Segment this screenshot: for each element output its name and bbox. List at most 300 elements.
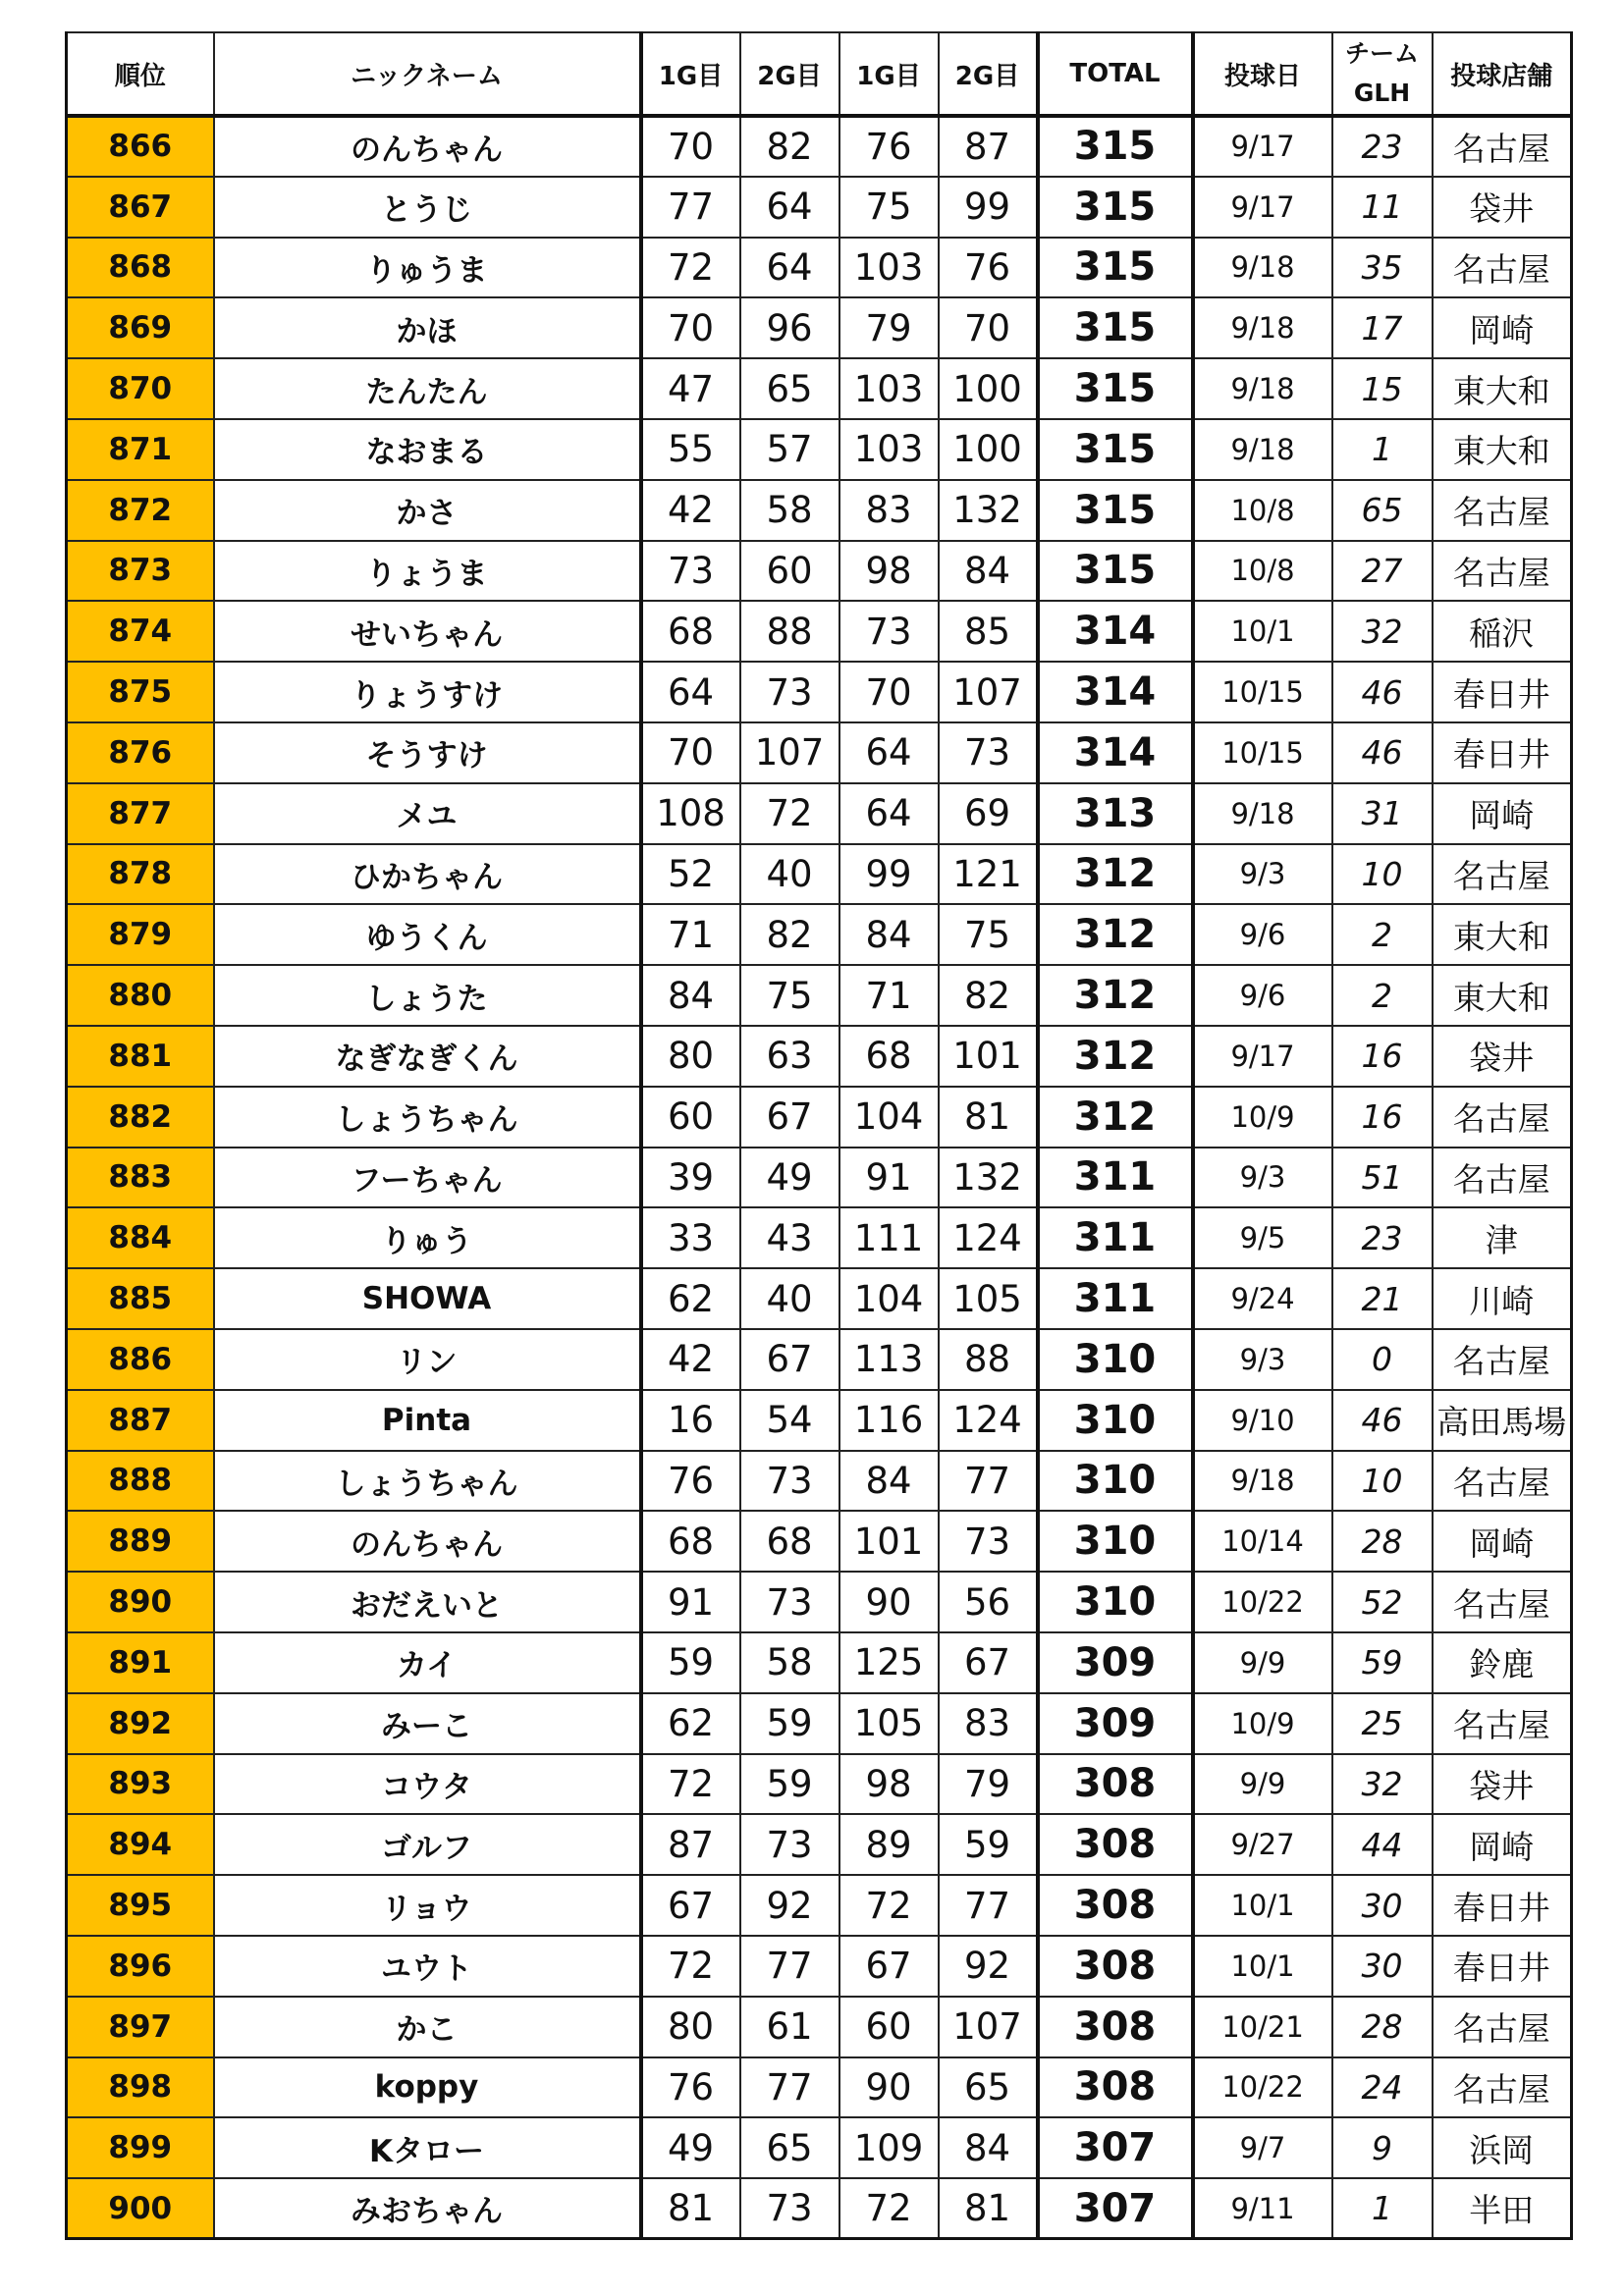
game1-first-cell: 64 [641,662,740,722]
game2-second-cell: 75 [939,904,1038,965]
team-glh-cell: 44 [1332,1814,1433,1875]
game1-first-cell: 77 [641,177,740,238]
ranking-table [65,31,1573,2240]
game1-second-cell: 71 [839,965,939,1026]
store-cell: 鈴鹿 [1433,1632,1572,1693]
team-glh-cell: 2 [1332,965,1433,1026]
rank-cell: 879 [67,904,214,965]
date-cell: 9/18 [1193,238,1332,298]
date-cell: 9/5 [1193,1207,1332,1268]
game2-second-cell: 124 [939,1390,1038,1451]
table-row [67,297,1572,358]
store-cell: 名古屋 [1433,1997,1572,2057]
table-row [67,1693,1572,1754]
game2-second-cell: 77 [939,1451,1038,1512]
table-row [67,2178,1572,2239]
date-cell: 9/18 [1193,1451,1332,1512]
date-cell: 9/27 [1193,1814,1332,1875]
nickname-cell: りゅう [214,1207,641,1268]
game1-second-cell: 103 [839,419,939,480]
table-row [67,238,1572,298]
game2-second-cell: 73 [939,722,1038,783]
game2-second-cell: 67 [939,1632,1038,1693]
nickname-cell: りゅうま [214,238,641,298]
game1-second-cell: 67 [839,1936,939,1997]
table-row [67,116,1572,177]
total-cell: 315 [1038,480,1193,541]
game1-second-cell: 98 [839,541,939,602]
game1-first-cell: 49 [641,2117,740,2178]
team-glh-cell: 1 [1332,419,1433,480]
rank-cell: 874 [67,601,214,662]
table-row [67,1754,1572,1815]
rank-cell: 881 [67,1026,214,1087]
date-cell: 9/6 [1193,965,1332,1026]
header-team-glh [1332,32,1433,116]
total-cell: 308 [1038,1814,1193,1875]
table-row [67,177,1572,238]
date-cell: 9/6 [1193,904,1332,965]
total-cell: 312 [1038,1087,1193,1148]
store-cell: 名古屋 [1433,480,1572,541]
game2-second-cell: 59 [939,1814,1038,1875]
rank-cell: 887 [67,1390,214,1451]
game2-second-cell: 83 [939,1693,1038,1754]
game1-second-cell: 89 [839,1814,939,1875]
game1-second-cell: 64 [839,783,939,844]
rank-cell: 867 [67,177,214,238]
nickname-cell: のんちゃん [214,116,641,177]
game2-first-cell: 72 [740,783,839,844]
nickname-cell: なぎなぎくん [214,1026,641,1087]
header-date: 投球日 [1193,32,1332,116]
game2-first-cell: 96 [740,297,839,358]
store-cell: 岡崎 [1433,297,1572,358]
game1-first-cell: 87 [641,1814,740,1875]
game1-second-cell: 70 [839,662,939,722]
game2-second-cell: 56 [939,1572,1038,1632]
game2-first-cell: 73 [740,2178,839,2239]
game2-second-cell: 73 [939,1511,1038,1572]
total-cell: 315 [1038,238,1193,298]
date-cell: 9/17 [1193,116,1332,177]
table-row [67,722,1572,783]
nickname-cell: コウタ [214,1754,641,1815]
total-cell: 315 [1038,177,1193,238]
nickname-cell: なおまる [214,419,641,480]
game2-first-cell: 73 [740,1572,839,1632]
store-cell: 名古屋 [1433,1451,1572,1512]
game1-second-cell: 79 [839,297,939,358]
team-glh-cell: 10 [1332,844,1433,905]
rank-cell: 872 [67,480,214,541]
team-glh-cell: 10 [1332,1451,1433,1512]
rank-cell: 900 [67,2178,214,2239]
team-glh-cell: 28 [1332,1511,1433,1572]
total-cell: 314 [1038,601,1193,662]
store-cell: 名古屋 [1433,2057,1572,2118]
date-cell: 9/3 [1193,1148,1332,1208]
game1-second-cell: 60 [839,1997,939,2057]
header-rank: 順位 [67,32,214,116]
rank-cell: 898 [67,2057,214,2118]
store-cell: 稲沢 [1433,601,1572,662]
nickname-cell: カイ [214,1632,641,1693]
game1-first-cell: 72 [641,1754,740,1815]
table-row [67,419,1572,480]
date-cell: 10/8 [1193,480,1332,541]
game2-first-cell: 67 [740,1087,839,1148]
game2-first-cell: 107 [740,722,839,783]
game1-first-cell: 70 [641,297,740,358]
table-body [67,116,1572,2239]
game2-second-cell: 69 [939,783,1038,844]
store-cell: 東大和 [1433,965,1572,1026]
store-cell: 岡崎 [1433,1511,1572,1572]
table-row [67,1268,1572,1329]
header-store: 投球店舗 [1433,32,1572,116]
store-cell: 名古屋 [1433,238,1572,298]
game2-second-cell: 99 [939,177,1038,238]
table-row [67,2117,1572,2178]
rank-cell: 894 [67,1814,214,1875]
rank-cell: 866 [67,116,214,177]
total-cell: 310 [1038,1390,1193,1451]
store-cell: 名古屋 [1433,844,1572,905]
total-cell: 308 [1038,1875,1193,1936]
game2-first-cell: 61 [740,1997,839,2057]
team-glh-cell: 17 [1332,297,1433,358]
total-cell: 308 [1038,1754,1193,1815]
rank-cell: 883 [67,1148,214,1208]
game2-second-cell: 84 [939,2117,1038,2178]
rank-cell: 890 [67,1572,214,1632]
team-glh-cell: 31 [1332,783,1433,844]
nickname-cell: メユ [214,783,641,844]
game1-first-cell: 47 [641,358,740,419]
team-glh-cell: 1 [1332,2178,1433,2239]
game2-first-cell: 88 [740,601,839,662]
date-cell: 9/24 [1193,1268,1332,1329]
store-cell: 袋井 [1433,1754,1572,1815]
store-cell: 浜岡 [1433,2117,1572,2178]
nickname-cell: しょうた [214,965,641,1026]
game2-second-cell: 105 [939,1268,1038,1329]
table-row [67,1511,1572,1572]
date-cell: 10/1 [1193,1936,1332,1997]
game2-first-cell: 73 [740,662,839,722]
game2-first-cell: 65 [740,2117,839,2178]
table-row [67,1207,1572,1268]
total-cell: 311 [1038,1207,1193,1268]
table-row [67,1148,1572,1208]
nickname-cell: おだえいと [214,1572,641,1632]
game1-first-cell: 70 [641,116,740,177]
game2-first-cell: 43 [740,1207,839,1268]
table-row [67,1814,1572,1875]
store-cell: 高田馬場 [1433,1390,1572,1451]
game1-first-cell: 60 [641,1087,740,1148]
total-cell: 310 [1038,1572,1193,1632]
game2-first-cell: 64 [740,238,839,298]
game1-second-cell: 91 [839,1148,939,1208]
game1-second-cell: 109 [839,2117,939,2178]
game2-second-cell: 92 [939,1936,1038,1997]
game1-second-cell: 64 [839,722,939,783]
table-row [67,1390,1572,1451]
total-cell: 308 [1038,1936,1193,1997]
total-cell: 312 [1038,844,1193,905]
game2-first-cell: 59 [740,1693,839,1754]
date-cell: 10/15 [1193,722,1332,783]
game1-first-cell: 73 [641,541,740,602]
game2-second-cell: 132 [939,480,1038,541]
header-row [67,32,1572,116]
header-game2-first: 2G目 [740,32,839,116]
game1-first-cell: 80 [641,1026,740,1087]
game1-second-cell: 99 [839,844,939,905]
header-game1-second: 1G目 [839,32,939,116]
table-row [67,1936,1572,1997]
store-cell: 名古屋 [1433,1148,1572,1208]
rank-cell: 892 [67,1693,214,1754]
total-cell: 315 [1038,419,1193,480]
rank-cell: 868 [67,238,214,298]
store-cell: 名古屋 [1433,1329,1572,1390]
header-nickname: ニックネーム [214,32,641,116]
game1-second-cell: 73 [839,601,939,662]
game1-first-cell: 42 [641,1329,740,1390]
game2-second-cell: 82 [939,965,1038,1026]
date-cell: 10/1 [1193,601,1332,662]
nickname-cell: フーちゃん [214,1148,641,1208]
store-cell: 名古屋 [1433,1693,1572,1754]
header-game1-first: 1G目 [641,32,740,116]
game2-first-cell: 64 [740,177,839,238]
game1-first-cell: 71 [641,904,740,965]
nickname-cell: ゆうくん [214,904,641,965]
date-cell: 9/18 [1193,297,1332,358]
total-cell: 314 [1038,662,1193,722]
team-glh-cell: 23 [1332,1207,1433,1268]
table-row [67,1087,1572,1148]
total-cell: 310 [1038,1451,1193,1512]
game2-first-cell: 57 [740,419,839,480]
table-row [67,358,1572,419]
nickname-cell: たんたん [214,358,641,419]
game2-second-cell: 132 [939,1148,1038,1208]
game1-second-cell: 111 [839,1207,939,1268]
date-cell: 9/11 [1193,2178,1332,2239]
rank-cell: 871 [67,419,214,480]
total-cell: 307 [1038,2117,1193,2178]
game1-first-cell: 91 [641,1572,740,1632]
game1-first-cell: 80 [641,1997,740,2057]
game2-second-cell: 77 [939,1875,1038,1936]
date-cell: 9/7 [1193,2117,1332,2178]
game2-second-cell: 65 [939,2057,1038,2118]
date-cell: 10/9 [1193,1087,1332,1148]
game1-second-cell: 84 [839,904,939,965]
game1-first-cell: 59 [641,1632,740,1693]
rank-cell: 885 [67,1268,214,1329]
game1-second-cell: 75 [839,177,939,238]
store-cell: 川崎 [1433,1268,1572,1329]
team-glh-cell: 16 [1332,1087,1433,1148]
team-glh-cell: 65 [1332,480,1433,541]
rank-cell: 878 [67,844,214,905]
table-row [67,662,1572,722]
game2-second-cell: 107 [939,662,1038,722]
date-cell: 10/9 [1193,1693,1332,1754]
total-cell: 315 [1038,358,1193,419]
date-cell: 9/17 [1193,1026,1332,1087]
game1-second-cell: 103 [839,358,939,419]
date-cell: 9/18 [1193,419,1332,480]
team-glh-cell: 2 [1332,904,1433,965]
game2-second-cell: 100 [939,419,1038,480]
team-glh-cell: 51 [1332,1148,1433,1208]
date-cell: 10/22 [1193,2057,1332,2118]
rank-cell: 897 [67,1997,214,2057]
total-cell: 309 [1038,1693,1193,1754]
game1-second-cell: 116 [839,1390,939,1451]
game1-second-cell: 98 [839,1754,939,1815]
total-cell: 315 [1038,116,1193,177]
game2-first-cell: 92 [740,1875,839,1936]
nickname-cell: リョウ [214,1875,641,1936]
table-row [67,1875,1572,1936]
game1-first-cell: 108 [641,783,740,844]
table-row [67,1997,1572,2057]
date-cell: 9/9 [1193,1632,1332,1693]
nickname-cell: みおちゃん [214,2178,641,2239]
game1-first-cell: 42 [641,480,740,541]
date-cell: 9/3 [1193,844,1332,905]
game1-second-cell: 104 [839,1268,939,1329]
store-cell: 名古屋 [1433,1572,1572,1632]
game2-first-cell: 49 [740,1148,839,1208]
game2-second-cell: 79 [939,1754,1038,1815]
date-cell: 10/14 [1193,1511,1332,1572]
date-cell: 10/15 [1193,662,1332,722]
game1-second-cell: 113 [839,1329,939,1390]
nickname-cell: かほ [214,297,641,358]
table-row [67,541,1572,602]
game1-first-cell: 72 [641,238,740,298]
nickname-cell: かさ [214,480,641,541]
team-glh-cell: 15 [1332,358,1433,419]
total-cell: 307 [1038,2178,1193,2239]
game2-first-cell: 82 [740,116,839,177]
table-row [67,2057,1572,2118]
game1-first-cell: 70 [641,722,740,783]
game1-first-cell: 33 [641,1207,740,1268]
store-cell: 東大和 [1433,419,1572,480]
header-total: TOTAL [1038,32,1193,116]
rank-cell: 888 [67,1451,214,1512]
game2-first-cell: 54 [740,1390,839,1451]
game2-second-cell: 121 [939,844,1038,905]
game2-second-cell: 100 [939,358,1038,419]
team-glh-cell: 46 [1332,1390,1433,1451]
team-glh-cell: 52 [1332,1572,1433,1632]
game2-second-cell: 124 [939,1207,1038,1268]
team-glh-cell: 30 [1332,1875,1433,1936]
nickname-cell: りょうすけ [214,662,641,722]
nickname-cell: Pinta [214,1390,641,1451]
rank-cell: 893 [67,1754,214,1815]
team-glh-cell: 35 [1332,238,1433,298]
game2-second-cell: 81 [939,2178,1038,2239]
store-cell: 名古屋 [1433,541,1572,602]
rank-cell: 875 [67,662,214,722]
game2-first-cell: 65 [740,358,839,419]
game1-second-cell: 72 [839,2178,939,2239]
game2-first-cell: 82 [740,904,839,965]
nickname-cell: とうじ [214,177,641,238]
game2-first-cell: 73 [740,1451,839,1512]
team-glh-cell: 28 [1332,1997,1433,2057]
date-cell: 9/9 [1193,1754,1332,1815]
date-cell: 10/21 [1193,1997,1332,2057]
rank-cell: 873 [67,541,214,602]
team-glh-cell: 21 [1332,1268,1433,1329]
nickname-cell: koppy [214,2057,641,2118]
team-glh-cell: 23 [1332,116,1433,177]
game2-first-cell: 77 [740,2057,839,2118]
nickname-cell: しょうちゃん [214,1087,641,1148]
game1-first-cell: 84 [641,965,740,1026]
game2-second-cell: 87 [939,116,1038,177]
nickname-cell: ユウト [214,1936,641,1997]
game2-second-cell: 76 [939,238,1038,298]
total-cell: 311 [1038,1268,1193,1329]
store-cell: 袋井 [1433,1026,1572,1087]
team-glh-cell: 32 [1332,1754,1433,1815]
game1-first-cell: 67 [641,1875,740,1936]
store-cell: 半田 [1433,2178,1572,2239]
date-cell: 9/18 [1193,783,1332,844]
date-cell: 9/17 [1193,177,1332,238]
game1-first-cell: 16 [641,1390,740,1451]
team-glh-cell: 24 [1332,2057,1433,2118]
game2-first-cell: 40 [740,844,839,905]
game2-first-cell: 60 [740,541,839,602]
team-glh-cell: 27 [1332,541,1433,602]
game1-second-cell: 101 [839,1511,939,1572]
total-cell: 312 [1038,965,1193,1026]
nickname-cell: Kタロー [214,2117,641,2178]
total-cell: 310 [1038,1511,1193,1572]
nickname-cell: のんちゃん [214,1511,641,1572]
game1-first-cell: 81 [641,2178,740,2239]
game1-second-cell: 90 [839,1572,939,1632]
table-row [67,965,1572,1026]
table-header [67,32,1572,116]
game2-first-cell: 75 [740,965,839,1026]
table-row [67,1026,1572,1087]
nickname-cell: みーこ [214,1693,641,1754]
total-cell: 312 [1038,1026,1193,1087]
date-cell: 10/8 [1193,541,1332,602]
nickname-cell: かこ [214,1997,641,2057]
game1-first-cell: 72 [641,1936,740,1997]
game1-second-cell: 105 [839,1693,939,1754]
game2-first-cell: 73 [740,1814,839,1875]
header-glh-label: GLH [1353,79,1411,107]
game1-first-cell: 68 [641,1511,740,1572]
